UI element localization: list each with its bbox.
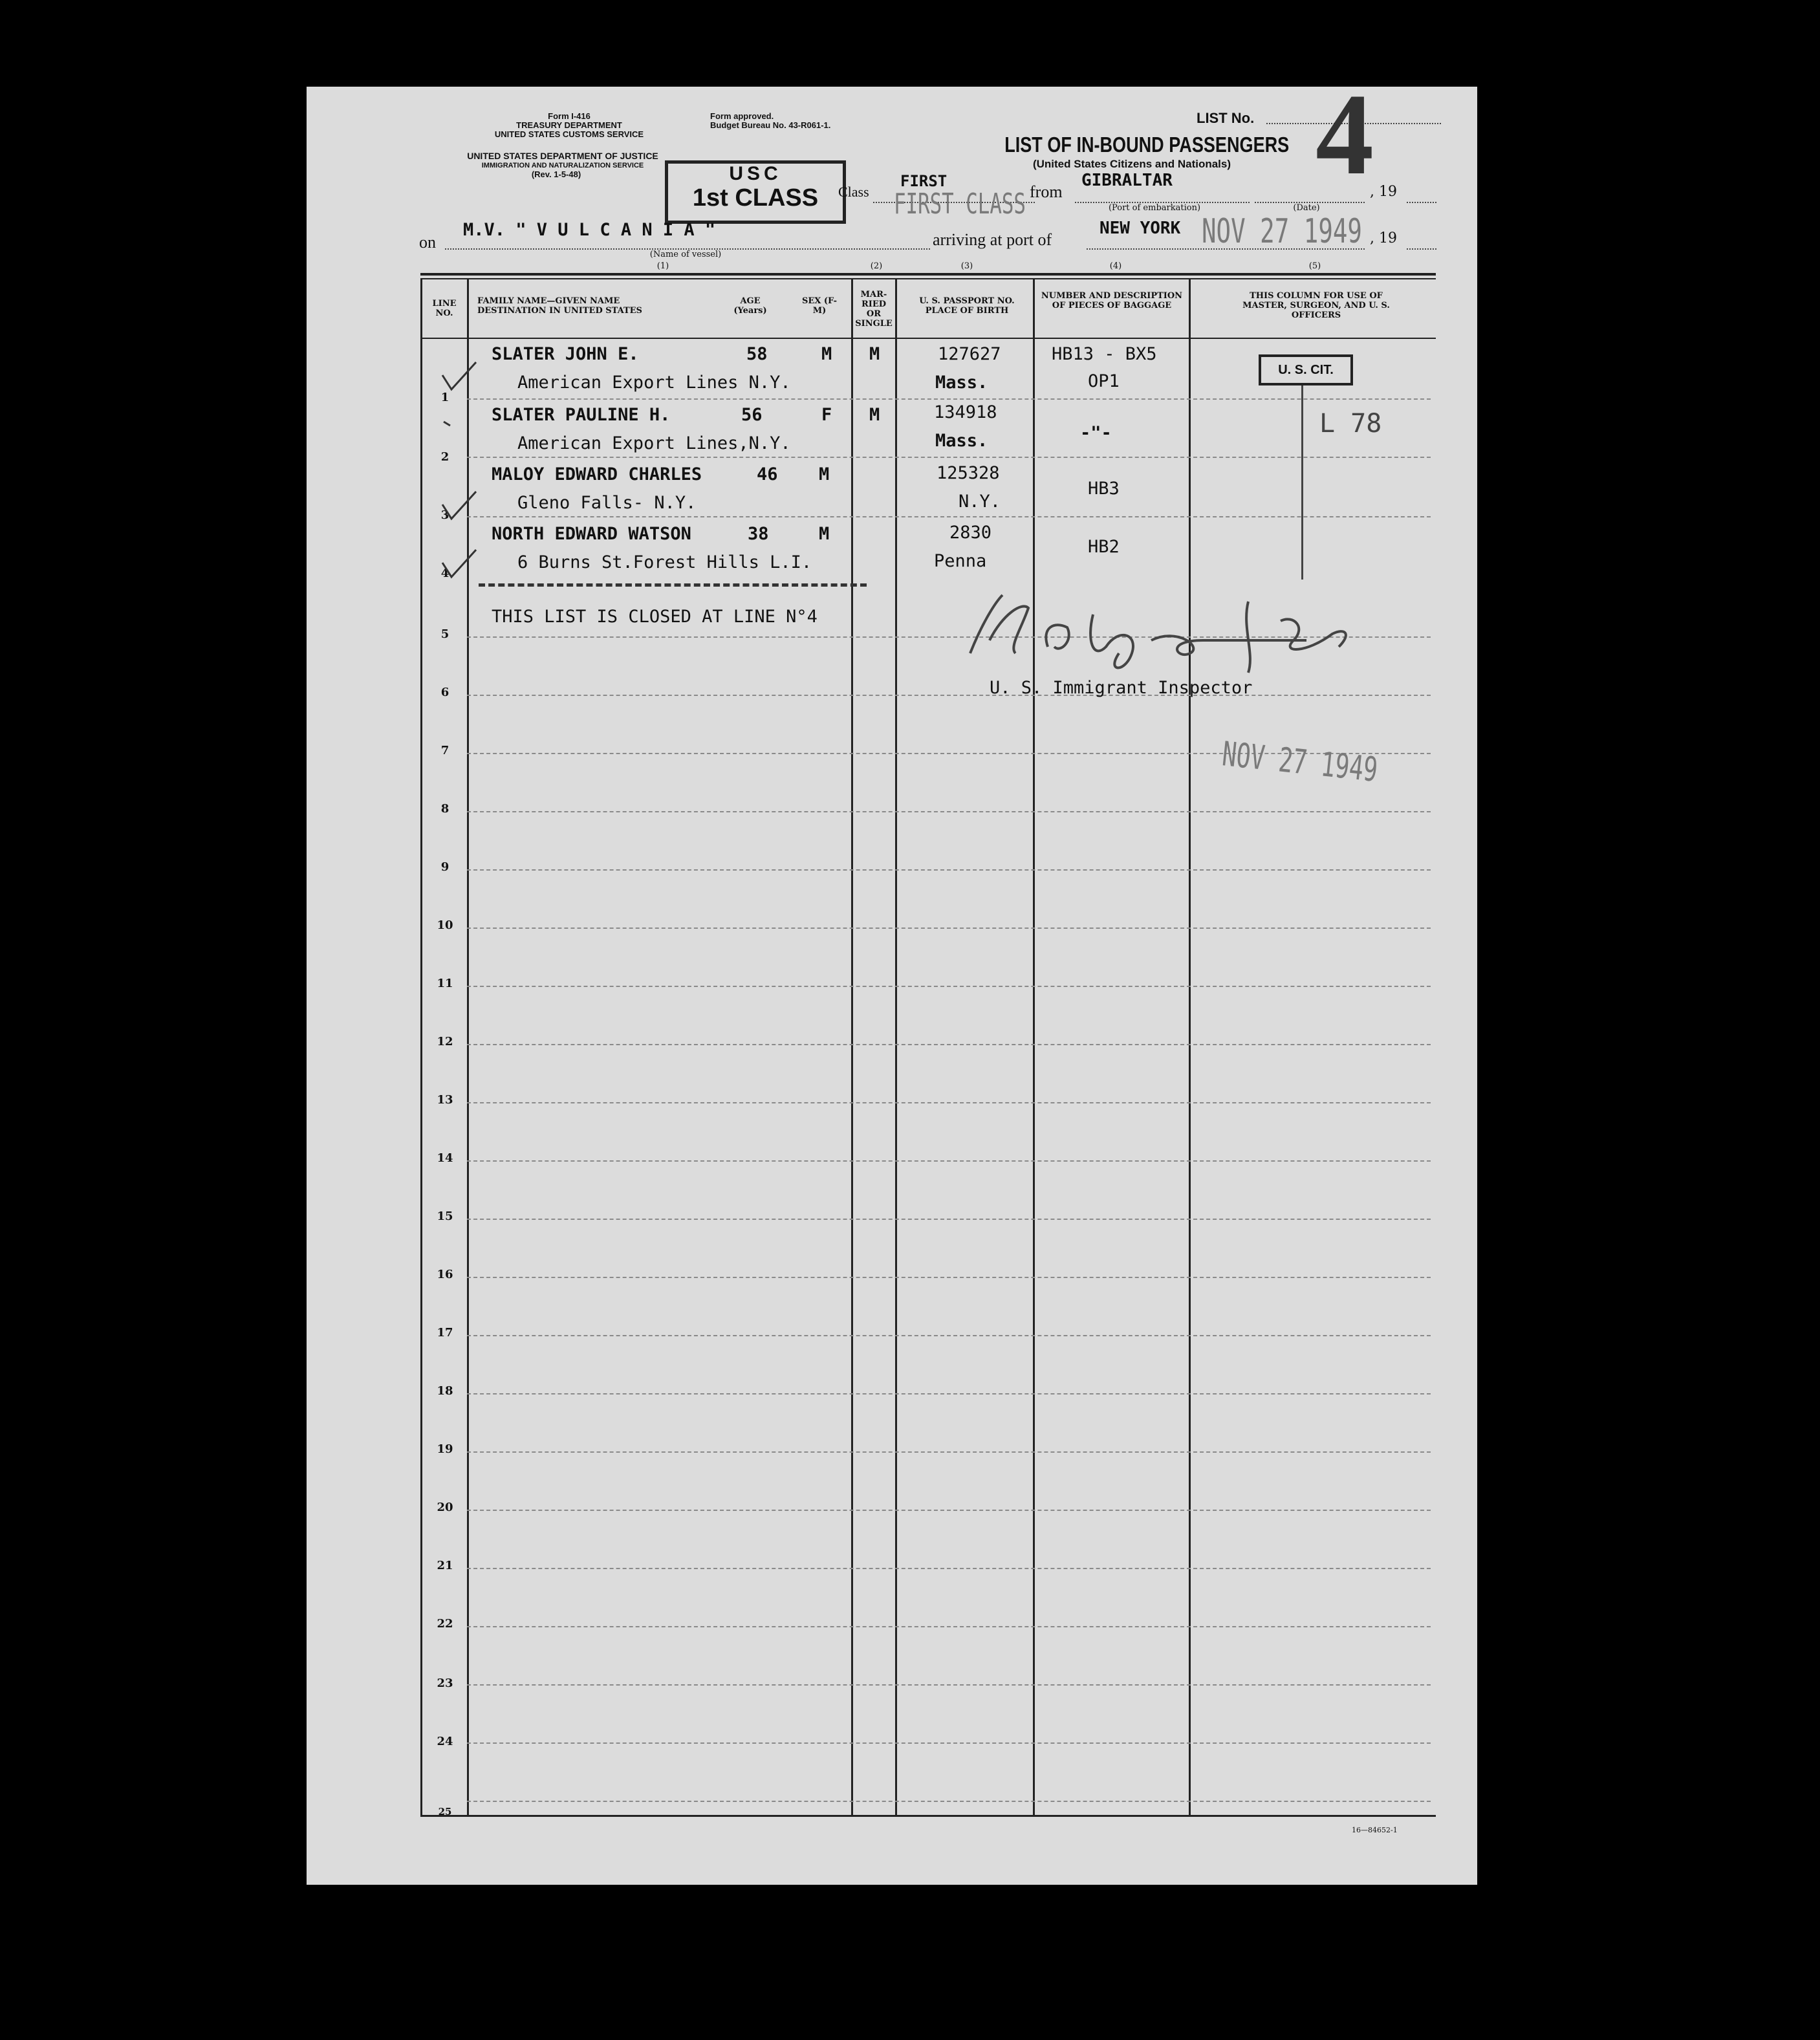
vessel-name: M.V. " V U L C A N I A " [463,220,716,240]
line-number: 7 [440,744,450,757]
line-number: 24 [437,1735,453,1748]
arriving-label: arriving at port of [933,230,1052,249]
revision-date: (Rev. 1-5-48) [531,169,581,179]
page-title: LIST OF IN-BOUND PASSENGERS [1004,133,1290,157]
passenger-baggage: HB2 [1088,537,1120,557]
check-marks [437,349,489,582]
nineteen-2: , 19 [1370,230,1397,246]
nineteen-1: , 19 [1370,184,1397,200]
line-number: 2 [440,450,450,464]
line-number: 17 [437,1326,453,1340]
form-number: Form I-416 [548,111,590,121]
form-approved: Form approved. [710,111,774,121]
col-num-2: (2) [870,261,883,271]
class-stamp: FIRST CLASS [894,188,1026,221]
col-header-officers: THIS COLUMN FOR USE OF MASTER, SURGEON, AND U. S. OFFICERS [1242,291,1390,320]
customs-service: UNITED STATES CUSTOMS SERVICE [494,129,644,139]
passenger-name: SLATER PAULINE H. [492,405,671,425]
table-top-rule [420,273,1436,276]
col-num-4: (4) [1109,261,1122,271]
passenger-age: 56 [741,405,763,425]
check-icon [442,362,476,389]
passenger-sex: M [819,464,830,484]
passenger-baggage: OP1 [1088,371,1120,391]
passenger-birthplace: N.Y. [959,492,1001,512]
passenger-age: 58 [746,344,768,364]
department-of-justice: UNITED STATES DEPARTMENT OF JUSTICE [467,151,658,161]
col-header-name: FAMILY NAME—GIVEN NAME DESTINATION IN UNITED STATES [477,296,642,316]
line-number: 25 [438,1806,452,1818]
passenger-birthplace: Mass. [935,373,988,393]
line-number: 10 [437,918,453,932]
on-label: on [419,233,436,252]
col-header-age: AGE (Years) [733,296,767,316]
line-number: 12 [437,1035,453,1048]
immigration-service: IMMIGRATION AND NATURALIZATION SERVICE [481,162,644,169]
line-number: 23 [437,1676,453,1690]
us-cit-stamp: U. S. CIT. [1259,354,1353,385]
line-number: 9 [440,860,450,874]
passenger-baggage: -"- [1080,423,1112,443]
line-number: 1 [440,391,450,404]
col-num-1: (1) [656,261,669,271]
date-caption: (Date) [1293,203,1320,213]
passenger-name: SLATER JOHN E. [492,344,639,364]
closed-note: THIS LIST IS CLOSED AT LINE N°4 [492,607,818,627]
line-number: 5 [440,627,450,641]
passenger-name: NORTH EDWARD WATSON [492,524,691,544]
class-label: Class [838,184,869,200]
bracket-line [1301,385,1303,580]
col-num-3: (3) [960,261,973,271]
line-number: 13 [437,1093,453,1107]
line-number: 20 [437,1501,453,1514]
list-number: 4 [1316,70,1374,199]
arrival-date-stamp: NOV 27 1949 [1202,212,1362,251]
passenger-passport: 125328 [937,463,1000,483]
col-header-sex: SEX (F-M) [801,296,838,316]
class-typed: FIRST [900,172,948,190]
footer-code: 16—84652-1 [1352,1826,1398,1834]
line-number: 22 [437,1617,453,1631]
col-header-married: MAR-RIED OR SINGLE [855,290,893,329]
passenger-name: MALOY EDWARD CHARLES [492,464,702,484]
line-number: 15 [437,1210,453,1223]
inspector-title: U. S. Immigrant Inspector [990,678,1253,698]
from-label: from [1030,182,1063,201]
check-icon [442,550,476,577]
col-num-5: (5) [1308,261,1321,271]
list-no-label: LIST No. [1197,110,1255,126]
port-of-embarkation: GIBRALTAR [1081,171,1173,190]
check-icon [444,422,450,426]
col-header-baggage: NUMBER AND DESCRIPTION OF PIECES OF BAGGAGE [1041,291,1183,310]
line-number: 3 [440,508,450,522]
col-header-line: LINE NO. [432,299,457,318]
page-subtitle: (United States Citizens and Nationals) [1032,158,1231,170]
passenger-baggage: HB13 - BX5 [1052,344,1157,364]
line-number: 19 [437,1442,453,1456]
line-number: 16 [437,1268,453,1281]
passenger-age: 46 [757,464,778,484]
passenger-passport: 2830 [949,523,992,543]
usc-stamp-line2: 1st CLASS [692,184,819,212]
passenger-sex: F [821,405,832,425]
arrival-port: NEW YORK [1100,219,1181,238]
passenger-destination: American Export Lines N.Y. [517,373,791,393]
inspector-date-stamp: NOV 27 1949 [1220,735,1380,790]
usc-stamp [665,160,846,224]
passenger-sex: M [821,344,832,364]
line-number: 6 [440,686,450,699]
passenger-sex: M [819,524,830,544]
inspector-signature [944,576,1384,686]
check-icon [442,492,476,519]
port-caption: (Port of embarkation) [1108,203,1201,213]
passenger-married: M [869,344,880,364]
treasury-department: TREASURY DEPARTMENT [516,120,622,130]
usc-stamp-line1: USC [729,163,782,184]
line-number: 4 [440,567,450,580]
line-number: 21 [437,1559,453,1572]
l78-mark: L 78 [1319,409,1382,439]
line-number: 18 [437,1384,453,1398]
passenger-destination: 6 Burns St.Forest Hills L.I. [517,552,812,572]
passenger-married: M [869,405,880,425]
passenger-passport: 127627 [938,344,1001,364]
passenger-destination: American Export Lines,N.Y. [517,433,791,453]
passenger-passport: 134918 [934,402,997,422]
passenger-destination: Gleno Falls- N.Y. [517,493,697,513]
line-number: 11 [437,977,453,990]
passenger-age: 38 [748,524,769,544]
vessel-caption: (Name of vessel) [649,250,722,259]
col-header-passport: U. S. PASSPORT NO. PLACE OF BIRTH [919,296,1015,316]
passenger-birthplace: Penna [934,551,987,571]
closing-rule [479,583,867,587]
passenger-baggage: HB3 [1088,479,1120,499]
line-number: 8 [440,802,450,816]
line-number: 14 [437,1151,453,1165]
passenger-birthplace: Mass. [935,431,988,451]
budget-bureau: Budget Bureau No. 43-R061-1. [710,120,831,130]
